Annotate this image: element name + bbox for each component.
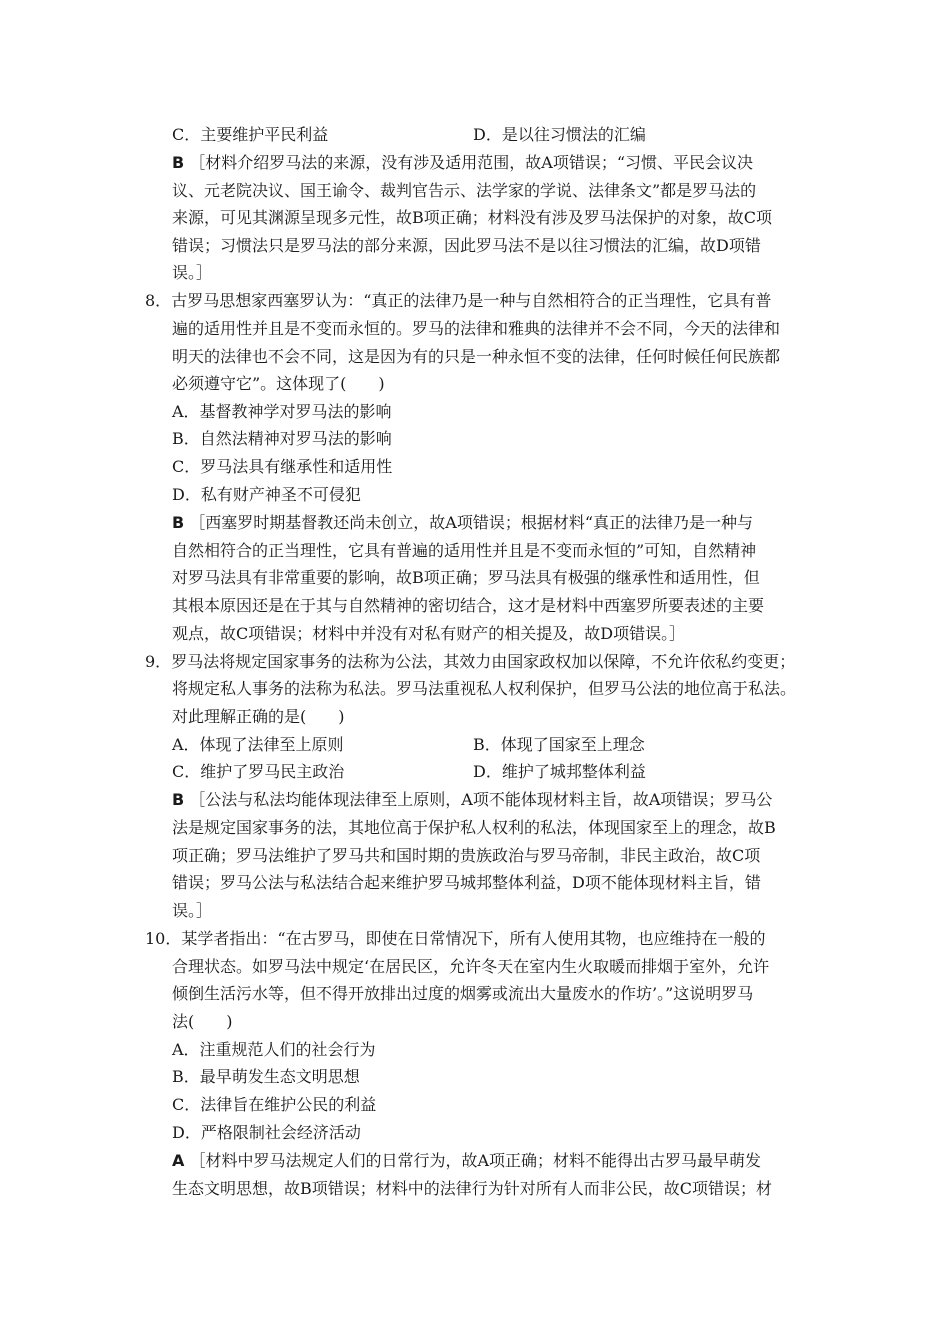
q8-stem-line-1: 8．古罗马思想家西塞罗认为：“真正的法律乃是一种与自然相符合的正当理性，它具有普 (145, 291, 772, 310)
q10-stem-line-2: 合理状态。如罗马法中规定‘在居民区，允许冬天在室内生火取暖而排烟于室外，允许 (172, 957, 770, 976)
q10-stem-line-1: 10．某学者指出：“在古罗马，即使在日常情况下，所有人使用其物，也应维持在一般的 (145, 929, 766, 948)
q10-explanation-line-2: 生态文明思想，故B项错误；材料中的法律行为针对所有人而非公民，故C项错误；材 (172, 1179, 773, 1198)
q9-stem-line-3: 对此理解正确的是( ) (172, 707, 345, 726)
q10-number: 10． (145, 929, 182, 948)
q8-stem-line-4: 必须遵守它”。这体现了( ) (172, 374, 385, 393)
q8-answer-letter: B (172, 513, 185, 532)
q8-option-a: A．基督教神学对罗马法的影响 (172, 402, 392, 421)
q9-explanation-line-1: B ［公法与私法均能体现法律至上原则，A项不能体现材料主旨，故A项错误；罗马公 (172, 790, 773, 809)
q7-explanation-line-1: B ［材料介绍罗马法的来源，没有涉及适用范围，故A项错误；“习惯、平民会议决 (172, 153, 754, 172)
q10-explanation-line-1: A ［材料中罗马法规定人们的日常行为，故A项正确；材料不能得出古罗马最早萌发 (172, 1151, 762, 1170)
q7-explanation-line-4: 错误；习惯法只是罗马法的部分来源，因此罗马法不是以往习惯法的汇编，故D项错 (172, 236, 761, 255)
q9-stem-line-1: 9．罗马法将规定国家事务的法称为公法，其效力由国家政权加以保障，不允许依私约变更； (145, 652, 796, 671)
q9-option-a: A．体现了法律至上原则 (172, 735, 344, 754)
q9-explanation-line-2: 法是规定国家事务的法，其地位高于保护私人权利的私法，体现国家至上的理念，故B (172, 818, 776, 837)
q9-option-b: B．体现了国家至上理念 (473, 735, 645, 754)
q8-stem-line-3: 明天的法律也不会不同，这是因为有的只是一种永恒不变的法律，任何时候任何民族都 (172, 347, 781, 366)
q9-explanation-line-5: 误。］ (172, 901, 213, 920)
q8-explanation-line-3: 对罗马法具有非常重要的影响，故B项正确；罗马法具有极强的继承性和适用性，但 (172, 568, 760, 587)
q9-option-c: C．维护了罗马民主政治 (172, 762, 345, 781)
q7-explanation-line-2: 议、元老院决议、国王谕令、裁判官告示、法学家的学说、法律条文”都是罗马法的 (172, 181, 757, 200)
q9-option-d: D．维护了城邦整体利益 (473, 762, 646, 781)
q10-option-a: A．注重规范人们的社会行为 (172, 1040, 376, 1059)
q10-option-c: C．法律旨在维护公民的利益 (172, 1095, 377, 1114)
q7-option-c: C．主要维护平民利益 (172, 125, 329, 144)
q7-option-d: D．是以往习惯法的汇编 (473, 125, 646, 144)
q10-stem-line-4: 法( ) (172, 1012, 233, 1031)
q8-explanation-line-5: 观点，故C项错误；材料中并没有对私有财产的相关提及，故D项错误。］ (172, 624, 686, 643)
q8-explanation-line-4: 其根本原因还是在于其与自然精神的密切结合，这才是材料中西塞罗所要表述的主要 (172, 596, 765, 615)
q10-answer-letter: A (172, 1151, 185, 1170)
q8-number: 8． (145, 291, 172, 310)
q8-explanation-line-2: 自然相符合的正当理性，它具有普遍的适用性并且是不变而永恒的”可知，自然精神 (172, 541, 757, 560)
q7-answer-letter: B (172, 153, 185, 172)
q9-explanation-line-4: 错误；罗马公法与私法结合起来维护罗马城邦整体利益，D项不能体现材料主旨，错 (172, 873, 761, 892)
q7-explanation-line-3: 来源，可见其渊源呈现多元性，故B项正确；材料没有涉及罗马法保护的对象，故C项 (172, 208, 773, 227)
q8-option-c: C．罗马法具有继承性和适用性 (172, 457, 393, 476)
q8-option-d: D．私有财产神圣不可侵犯 (172, 485, 361, 504)
q9-answer-letter: B (172, 790, 185, 809)
q10-option-d: D．严格限制社会经济活动 (172, 1123, 361, 1142)
q10-stem-line-3: 倾倒生活污水等，但不得开放排出过度的烟雾或流出大量废水的作坊’。”这说明罗马 (172, 984, 754, 1003)
q9-stem-line-2: 将规定私人事务的法称为私法。罗马法重视私人权利保护，但罗马公法的地位高于私法。 (172, 679, 797, 698)
q8-explanation-line-1: B ［西塞罗时期基督教还尚未创立，故A项错误；根据材料“真正的法律乃是一种与 (172, 513, 754, 532)
q8-option-b: B．自然法精神对罗马法的影响 (172, 429, 392, 448)
q9-explanation-line-3: 项正确；罗马法维护了罗马共和国时期的贵族政治与罗马帝制，非民主政治，故C项 (172, 846, 761, 865)
q8-stem-line-2: 遍的适用性并且是不变而永恒的。罗马的法律和雅典的法律并不会不同，今天的法律和 (172, 319, 781, 338)
q9-number: 9． (145, 652, 172, 671)
q10-option-b: B．最早萌发生态文明思想 (172, 1067, 360, 1086)
q7-explanation-line-5: 误。］ (172, 263, 213, 282)
